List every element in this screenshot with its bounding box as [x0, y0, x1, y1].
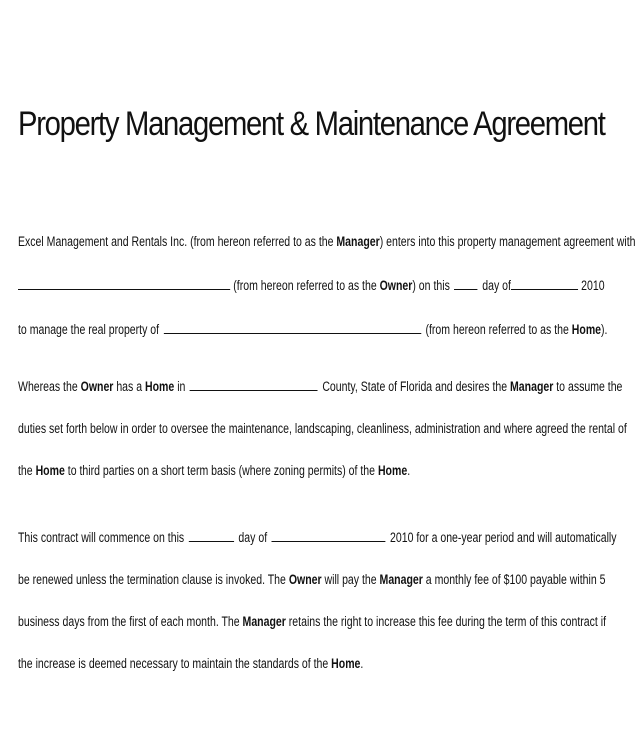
paragraph-line [18, 528, 617, 570]
text: duties set forth below in order to oversee the maintenance, landscaping, cleanliness, administration and where agreed the rental of [18, 421, 627, 436]
text: Excel Management and Rentals Inc. (from hereon referred to as the [18, 234, 337, 249]
term-home: Home [571, 322, 602, 337]
text: . [407, 463, 411, 478]
month-blank[interactable] [511, 277, 578, 290]
text: to third parties on a short term basis (where zoning permits) of the [64, 463, 378, 478]
term-home: Home [35, 463, 65, 478]
paragraph-line [18, 419, 627, 461]
term-manager: Manager [510, 379, 554, 394]
paragraph-line [18, 320, 608, 364]
paragraph-line [18, 377, 623, 419]
text: day of [238, 530, 268, 545]
paragraph-whereas [18, 377, 627, 503]
commence-month-blank[interactable] [272, 529, 386, 542]
term-manager: Manager [336, 234, 380, 249]
text: County, State of Florida and desires the [322, 379, 511, 394]
paragraph-line [18, 276, 605, 320]
text: the [18, 463, 36, 478]
text: in [174, 379, 186, 394]
paragraph-parties [18, 232, 636, 364]
paragraph-term [18, 528, 617, 696]
paragraph-line [18, 654, 580, 696]
commence-day-blank[interactable] [189, 529, 234, 542]
text: a monthly fee of $100 payable within 5 [422, 572, 606, 587]
paragraph-line [18, 232, 636, 276]
text: has a [113, 379, 146, 394]
term-home: Home [145, 379, 175, 394]
county-blank[interactable] [190, 378, 318, 391]
term-owner: Owner [288, 572, 322, 587]
text: (from hereon referred to as the [425, 322, 572, 337]
term-owner: Owner [379, 278, 413, 293]
year-text: 2010 [581, 278, 605, 293]
text: to manage the real property of [18, 322, 160, 337]
term-owner: Owner [80, 379, 114, 394]
document-title: Property Management & Maintenance Agreement [18, 105, 605, 143]
text: . [360, 656, 364, 671]
text: the increase is deemed necessary to maintain the standards of the [18, 656, 332, 671]
term-home: Home [377, 463, 408, 478]
text: Whereas the [18, 379, 81, 394]
text: will pay the [321, 572, 380, 587]
text: (from hereon referred to as the [233, 278, 380, 293]
paragraph-line [18, 570, 606, 612]
text: to assume the [553, 379, 623, 394]
term-manager: Manager [242, 614, 286, 629]
text: business days from the first of each month. The [18, 614, 243, 629]
text: ). [601, 322, 608, 337]
property-address-blank[interactable] [164, 321, 421, 334]
text: ) on this [412, 278, 450, 293]
term-manager: Manager [379, 572, 423, 587]
text: day of [482, 278, 511, 293]
text: 2010 for a one-year period and will automatically [389, 530, 617, 545]
owner-name-blank[interactable] [18, 277, 230, 290]
term-home: Home [331, 656, 361, 671]
text: retains the right to increase this fee during the term of this contract if [285, 614, 607, 629]
text: ) enters into this property management agreement with [379, 234, 636, 249]
paragraph-line [18, 612, 607, 654]
text: This contract will commence on this [18, 530, 185, 545]
paragraph-line [18, 461, 580, 503]
day-blank[interactable] [454, 277, 477, 290]
text: be renewed unless the termination clause is invoked. The [18, 572, 289, 587]
